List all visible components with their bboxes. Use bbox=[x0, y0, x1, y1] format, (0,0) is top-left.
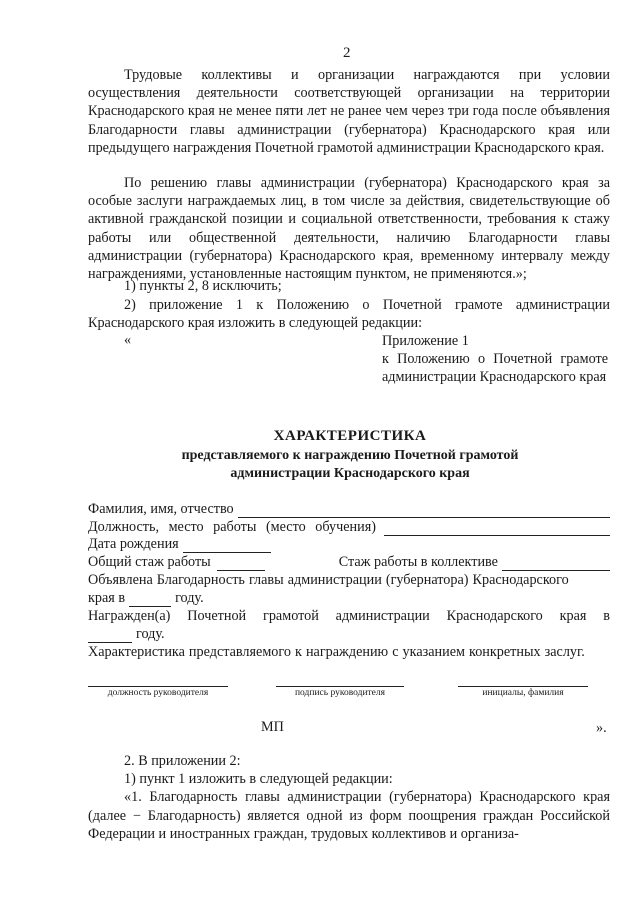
label-birth: Дата рождения bbox=[88, 536, 179, 552]
awarded-word: Почетной bbox=[187, 608, 247, 624]
awarded-word: администрации bbox=[335, 608, 430, 624]
section-2-text: «1. Благодарность главы администрации (губернатора) Краснодарского края (далее − Благодарность) является одной из форм поощрения граждан Российской Федерации и иностранных граждан, трудовых коллективов и организа- bbox=[88, 789, 610, 842]
appendix-caption-line1: Приложение 1 bbox=[382, 333, 469, 349]
close-quote: ». bbox=[596, 720, 607, 736]
paragraph-award-conditions bbox=[88, 66, 610, 157]
field-gratitude-year bbox=[88, 589, 610, 607]
label-gratitude-year: году. bbox=[175, 590, 204, 606]
form-subtitle-2: администрации Краснодарского края bbox=[230, 466, 470, 481]
line-gratitude-year bbox=[129, 594, 171, 607]
line-position bbox=[384, 522, 610, 536]
line-awarded-year bbox=[88, 630, 132, 643]
label-characteristic: Характеристика представляемого к награждению с указанием конкретных заслуг. bbox=[88, 644, 585, 660]
text-exclude: 1) пункты 2, 8 исключить; bbox=[124, 278, 282, 294]
line-fio bbox=[238, 504, 610, 518]
section-2-heading: 2. В приложении 2: bbox=[124, 753, 241, 769]
label-awarded-year: году. bbox=[136, 626, 165, 642]
line-birth bbox=[183, 540, 271, 553]
field-characteristic bbox=[88, 643, 610, 661]
field-awarded-year bbox=[88, 625, 610, 643]
page-number: 2 bbox=[343, 45, 351, 61]
item-exclude bbox=[88, 277, 610, 295]
line-total-exp bbox=[217, 558, 265, 571]
section-2-item-1: 1) пункт 1 изложить в следующей редакции: bbox=[124, 771, 393, 788]
label-total-exp: Общий стаж работы bbox=[88, 554, 211, 570]
stamp-place: МП bbox=[261, 719, 284, 735]
signature-head-position: должность руководителя bbox=[88, 686, 228, 698]
form-subtitle-1: представляемого к награждению Почетной грамотой bbox=[181, 448, 519, 463]
text-appendix-edit: 2) приложение 1 к Положению о Почетной грамоте администрации Краснодарского края изложить в следующей редакции: bbox=[88, 297, 610, 332]
open-quote: « bbox=[124, 332, 132, 348]
label-fio: Фамилия, имя, отчество bbox=[88, 501, 234, 517]
text-award-conditions: Трудовые коллективы и организации награждаются при условии осуществления деятельности соответствующей организации на территории Краснодарского края не менее пяти лет не ранее чем через три года после объявления Благодарности главы администрации (губернатора) Краснодарского края или предыдущего награждения Почетной грамотой администрации Краснодарского края. bbox=[88, 67, 610, 156]
text-special-merits: По решению главы администрации (губернатора) Краснодарского края за особые заслуги награждаемых лиц, в том числе за действия, свидетельствующие об активной гражданской позиции и социальной ответственности, требования к стажу работы или общественной деятельности, наличию Благодарности главы администрации (губернатора) Краснодарского края, временному интервалу между награждениями, установленные настоящим пунктом, не применяются.»; bbox=[88, 175, 610, 283]
field-birth bbox=[88, 535, 610, 553]
label-gratitude: Объявлена Благодарность главы администрации (губернатора) Краснодарского bbox=[88, 572, 569, 588]
appendix-caption-line2: к Положению о Почетной грамоте администрации Краснодарского края bbox=[382, 351, 608, 386]
section-2 bbox=[88, 752, 610, 843]
field-gratitude bbox=[88, 571, 610, 589]
label-team-exp: Стаж работы в коллективе bbox=[338, 554, 498, 570]
signature-initials: инициалы, фамилия bbox=[458, 686, 588, 698]
label-position: Должность, место работы (место обучения) bbox=[88, 519, 376, 535]
form-title: ХАРАКТЕРИСТИКА bbox=[273, 428, 427, 444]
awarded-word: в bbox=[603, 608, 610, 624]
appendix-caption bbox=[382, 332, 608, 387]
item-appendix-edit bbox=[88, 296, 610, 332]
awarded-word: грамотой bbox=[263, 608, 319, 624]
signature-head-signature: подпись руководителя bbox=[276, 686, 404, 698]
awarded-word: края bbox=[559, 608, 587, 624]
awarded-word: Краснодарского bbox=[446, 608, 543, 624]
line-team-exp bbox=[502, 557, 610, 571]
awarded-word: Награжден(а) bbox=[88, 608, 171, 624]
field-experience bbox=[88, 553, 610, 571]
paragraph-special-merits bbox=[88, 174, 610, 283]
field-awarded bbox=[88, 607, 610, 625]
field-fio bbox=[88, 500, 610, 518]
field-position bbox=[88, 518, 610, 536]
label-gratitude-in: края в bbox=[88, 590, 126, 606]
